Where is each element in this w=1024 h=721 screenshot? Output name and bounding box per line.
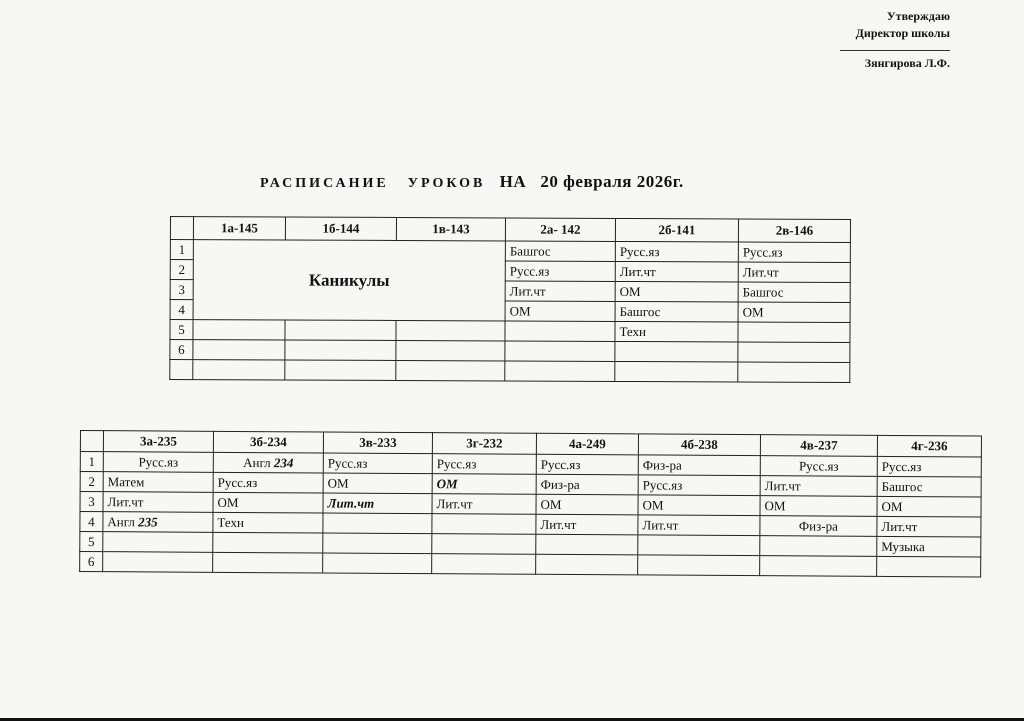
- approval-line2: Директор школы: [855, 26, 950, 40]
- title-part2: УРОКОВ: [407, 176, 486, 191]
- cell-3a: [103, 552, 213, 573]
- cell-4a: Русс.яз: [536, 454, 638, 475]
- row-number: 1: [80, 452, 103, 472]
- cell-3g: [432, 514, 536, 535]
- cell-2b: Лит.чт: [615, 261, 738, 282]
- schedule-table-grades-3-4: [79, 430, 982, 578]
- cell-4a: [536, 534, 638, 555]
- cell-2a: [505, 341, 615, 361]
- header-1a: 1а-145: [193, 217, 285, 240]
- cell-3g: [432, 554, 536, 575]
- cell-4g: Музыка: [877, 536, 981, 557]
- cell-4a: ОМ: [536, 494, 638, 515]
- subject-text: Англ: [243, 454, 271, 470]
- cell-2v: [738, 362, 850, 382]
- signature-line: [840, 50, 950, 51]
- cell-2a: Лит.чт: [505, 281, 615, 301]
- row-number: [170, 360, 193, 380]
- cell-3b: [213, 552, 323, 573]
- title-date: 20 февраля 2026г.: [540, 172, 684, 191]
- cell-4b: Физ-ра: [638, 455, 760, 476]
- cell-3a: Матем: [103, 472, 213, 493]
- page-title: [260, 172, 684, 192]
- row-number: 3: [170, 280, 193, 300]
- cell-2a: Башгос: [505, 241, 615, 261]
- cell-3v: [323, 513, 432, 534]
- header-4g: 4г-236: [877, 435, 981, 457]
- header-1v: 1в-143: [396, 217, 505, 240]
- header-2b: 2б-141: [615, 218, 738, 242]
- header-2v: 2в-146: [738, 219, 850, 242]
- header-1b: 1б-144: [285, 217, 396, 240]
- row-number: 3: [80, 492, 103, 512]
- cell-1b: [285, 340, 396, 360]
- header-3v: 3в-233: [323, 432, 432, 454]
- cell-1a: [193, 360, 285, 380]
- title-part3: НА: [499, 172, 527, 191]
- cell-4a: [536, 554, 638, 575]
- row-number: 2: [170, 260, 193, 280]
- row-number: 4: [80, 512, 103, 532]
- cell-1v: [396, 340, 505, 360]
- cell-4v: Лит.чт: [760, 476, 877, 497]
- cell-4b: ОМ: [638, 495, 760, 516]
- schedule-table-grades-1-2: [169, 216, 851, 383]
- header-3b: 3б-234: [213, 431, 323, 453]
- cell-4v: Физ-ра: [760, 516, 877, 537]
- table-row: [170, 240, 850, 263]
- header-3a: 3а-235: [103, 431, 213, 453]
- row-number: 5: [80, 532, 103, 552]
- cell-3v: ОМ: [323, 473, 432, 494]
- director-name: Зянгирова Л.Ф.: [864, 56, 950, 70]
- table-row: [80, 552, 981, 578]
- cell-2b: Техн: [615, 321, 738, 342]
- cell-2a: Русс.яз: [505, 261, 615, 281]
- cell-3v: [323, 533, 432, 554]
- cell-1v: [396, 320, 505, 340]
- cell-1b: [285, 360, 396, 380]
- cell-4g: ОМ: [877, 496, 981, 517]
- cell-4a: Физ-ра: [536, 474, 638, 495]
- cell-3g: Русс.яз: [432, 454, 536, 475]
- row-number: 6: [80, 552, 103, 572]
- row-number: 1: [170, 240, 193, 260]
- cell-4v: ОМ: [760, 496, 877, 517]
- cell-2v: ОМ: [738, 302, 850, 322]
- cell-3b: Русс.яз: [213, 472, 323, 493]
- table-row: [170, 360, 850, 383]
- table-header-row: [170, 217, 850, 243]
- title-part1: РАСПИСАНИЕ: [260, 176, 389, 191]
- cell-3a: [103, 532, 213, 553]
- cell-3a: Лит.чт: [103, 492, 213, 513]
- cell-4b: Русс.яз: [638, 475, 760, 496]
- header-3g: 3г-232: [432, 433, 536, 455]
- cell-1a: [193, 320, 285, 340]
- cell-3v: Русс.яз: [323, 453, 432, 474]
- cell-2b: Русс.яз: [615, 241, 738, 262]
- cell-2a: ОМ: [505, 301, 615, 321]
- cell-1a: [193, 340, 285, 360]
- cell-4g: Русс.яз: [877, 456, 981, 477]
- cell-3v: [323, 553, 432, 574]
- cell-3g: [432, 534, 536, 555]
- corner-cell: [170, 217, 193, 240]
- cell-3g: ОМ: [432, 474, 536, 495]
- cell-2v: Русс.яз: [738, 242, 850, 262]
- cell-2v: Лит.чт: [738, 262, 850, 282]
- cell-2b: [615, 341, 738, 362]
- cell-3b: ОМ: [213, 492, 323, 513]
- cell-4g: [877, 556, 981, 577]
- cell-3v: Лит.чт: [323, 493, 432, 514]
- cell-3b: Техн: [213, 512, 323, 533]
- cell-2b: ОМ: [615, 281, 738, 302]
- header-4b: 4б-238: [638, 434, 760, 456]
- cell-3b: [213, 532, 323, 553]
- cell-4v: Русс.яз: [760, 456, 877, 477]
- row-number: 6: [170, 340, 193, 360]
- header-2a: 2а- 142: [505, 218, 615, 241]
- cell-4v: [760, 556, 877, 577]
- cell-3a: Русс.яз: [103, 452, 213, 473]
- row-number: 5: [170, 320, 193, 340]
- row-number: 2: [80, 472, 103, 492]
- cell-2a: [505, 321, 615, 341]
- corner-cell: [80, 431, 103, 452]
- cell-4b: [638, 555, 760, 576]
- cell-1v: [396, 360, 505, 380]
- header-4a: 4а-249: [536, 433, 638, 455]
- cell-2b: Башгос: [615, 301, 738, 322]
- cell-3a: [103, 512, 213, 533]
- cell-4a: Лит.чт: [536, 514, 638, 535]
- cell-4g: Лит.чт: [877, 516, 981, 537]
- room-number: 235: [138, 513, 158, 529]
- cell-4g: Башгос: [877, 476, 981, 497]
- cell-2v: Башгос: [738, 282, 850, 302]
- header-4v: 4в-237: [760, 435, 877, 457]
- cell-4b: Лит.чт: [638, 515, 760, 536]
- subject-text: Англ: [107, 513, 136, 529]
- cell-3g: Лит.чт: [432, 494, 536, 515]
- cell-4b: [638, 535, 760, 556]
- room-number: 234: [273, 454, 294, 470]
- approval-block: [790, 8, 950, 72]
- cell-1b: [285, 320, 396, 340]
- row-number: 4: [170, 300, 193, 320]
- cell-2v: [738, 342, 850, 362]
- cell-2b: [615, 361, 738, 382]
- cell-3b: [213, 452, 323, 473]
- cell-4v: [760, 536, 877, 557]
- cell-2a: [505, 361, 615, 381]
- holiday-cell: Каникулы: [193, 240, 505, 321]
- cell-2v: [738, 322, 850, 342]
- approval-line1: Утверждаю: [886, 9, 950, 23]
